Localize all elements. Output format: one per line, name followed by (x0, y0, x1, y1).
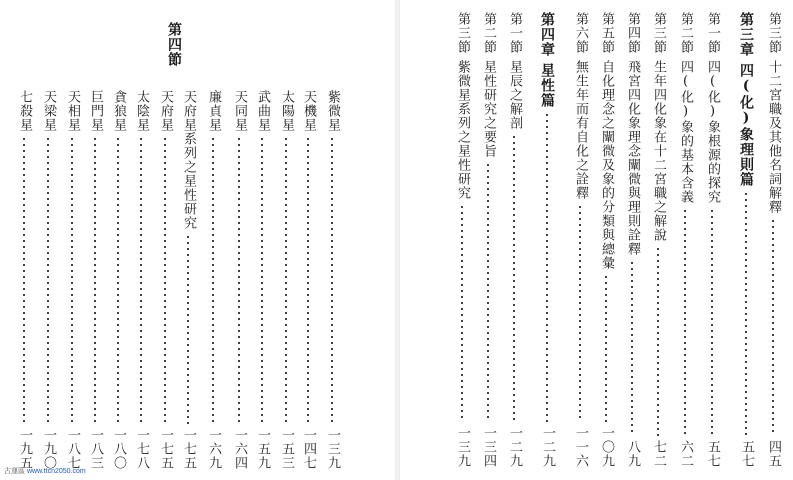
toc-entry-title: 天機星 (301, 90, 316, 132)
toc-entry-title: 紫微星系列之星性研究 (455, 60, 470, 200)
leader-dots (212, 136, 214, 424)
leader-dots (579, 204, 581, 422)
toc-entry-title: 天同星 (232, 90, 247, 132)
toc-entry-label: 第一節 (705, 12, 720, 54)
toc-entry-title: 生年四化象在十二宮職之解說 (651, 60, 666, 242)
toc-entry[interactable] (203, 90, 223, 470)
leader-dots (117, 136, 119, 424)
toc-entry-label: 第一節 (507, 12, 522, 54)
toc-entry-title: 紫微星 (325, 90, 340, 132)
toc-entry-title: 四(化)象的基本含義 (678, 60, 693, 204)
toc-entry[interactable] (85, 90, 105, 470)
toc-entry-page: 五七 (739, 440, 754, 468)
toc-entry-title: 七殺星 (17, 90, 32, 132)
toc-entry-page: 一九五 (17, 428, 32, 470)
toc-entry[interactable] (702, 12, 722, 468)
toc-entry[interactable] (322, 90, 342, 470)
toc-entry[interactable] (38, 90, 58, 470)
toc-entry[interactable] (675, 12, 695, 468)
leader-dots (187, 234, 189, 424)
toc-entry-title: 星性研究之要旨 (481, 60, 496, 158)
toc-entry-page: 一六四 (232, 428, 247, 470)
toc-entry-page: 一一六 (573, 426, 588, 468)
toc-entry-title: 星性篇 (539, 63, 555, 108)
toc-entry-title: 廉貞星 (206, 90, 221, 132)
toc-entry-title: 天府星系列之星性研究 (181, 90, 196, 230)
leader-dots (238, 136, 240, 424)
toc-entry-label: 第五節 (599, 12, 614, 54)
toc-entry-page: 一〇九 (599, 426, 614, 468)
toc-entry[interactable] (596, 12, 616, 468)
toc-entry[interactable] (276, 90, 296, 470)
toc-entry-title: 武曲星 (255, 90, 270, 132)
toc-chapter[interactable] (537, 12, 557, 468)
toc-entry-title: 四(化)象根源的探究 (705, 60, 720, 204)
toc-entry-page: 一八七 (65, 428, 80, 470)
toc-entry[interactable] (570, 12, 590, 468)
toc-entry[interactable] (14, 90, 34, 470)
toc-entry-page: 一七五 (181, 428, 196, 470)
toc-entry-title: 太陽星 (279, 90, 294, 132)
leader-dots (745, 191, 747, 436)
toc-entry-page: 一七八 (134, 428, 149, 470)
toc-entry-title: 天府星 (158, 90, 173, 132)
toc-entry-page: 七二 (651, 440, 666, 468)
toc-entry-page: 四五 (766, 440, 781, 468)
toc-entry[interactable] (108, 90, 128, 470)
toc-entry-label: 第二節 (481, 12, 496, 54)
watermark (4, 466, 86, 476)
toc-entry-title: 天梁星 (41, 90, 56, 132)
leader-dots (487, 162, 489, 422)
toc-entry[interactable] (622, 12, 642, 468)
toc-entry-page: 一四七 (301, 428, 316, 470)
leader-dots (657, 246, 659, 436)
toc-entry-title: 太陰星 (134, 90, 149, 132)
toc-entry-page: 一八〇 (111, 428, 126, 470)
toc-entry-page: 一三四 (481, 426, 496, 468)
toc-entry-label: 第三節 (455, 12, 470, 54)
leader-dots (631, 260, 633, 436)
toc-entry-title: 四(化)象理則篇 (738, 63, 754, 187)
toc-entry-label: 第四節 (625, 12, 640, 54)
right-page (400, 0, 793, 480)
section-heading: 第四節 (166, 22, 182, 67)
leader-dots (711, 208, 713, 436)
toc-entry-page: 一五三 (279, 428, 294, 470)
leader-dots (307, 136, 309, 424)
leader-dots (546, 112, 548, 422)
toc-entry[interactable] (452, 12, 472, 468)
leader-dots (23, 136, 25, 424)
leader-dots (461, 204, 463, 422)
toc-entry-page: 一八三 (88, 428, 103, 470)
watermark-site-label: 古運區 (4, 468, 25, 475)
toc-entry-label: 第二節 (678, 12, 693, 54)
leader-dots (513, 134, 515, 422)
toc-entry-label: 第三節 (766, 12, 781, 54)
toc-entry[interactable] (131, 90, 151, 470)
toc-chapter[interactable] (736, 12, 756, 468)
toc-entry-page: 一九〇 (41, 428, 56, 470)
leader-dots (285, 136, 287, 424)
leader-dots (140, 136, 142, 424)
toc-entry[interactable] (504, 12, 524, 468)
toc-entry-page: 一三九 (325, 428, 340, 470)
toc-entry-title: 飛宮四化象理念闡微與理則詮釋 (625, 60, 640, 256)
toc-entry[interactable] (648, 12, 668, 468)
toc-entry-title: 十二宮職及其他名詞解釋 (766, 60, 781, 214)
toc-entry-page: 八九 (625, 440, 640, 468)
toc-entry-title: 巨門星 (88, 90, 103, 132)
toc-entry[interactable] (178, 90, 198, 470)
leader-dots (331, 136, 333, 424)
toc-entry-page: 一二九 (540, 426, 555, 468)
leader-dots (684, 208, 686, 436)
toc-entry-title: 自化理念之闡微及象的分類與總彙 (599, 60, 614, 270)
toc-entry[interactable] (478, 12, 498, 468)
toc-entry-page: 六二 (678, 440, 693, 468)
leader-dots (71, 136, 73, 424)
toc-entry-page: 一二九 (507, 426, 522, 468)
toc-entry[interactable] (763, 12, 783, 468)
toc-entry-page: 一五九 (255, 428, 270, 470)
leader-dots (47, 136, 49, 424)
toc-entry[interactable] (298, 90, 318, 470)
toc-entry-title: 星辰之解剖 (507, 60, 522, 130)
leader-dots (94, 136, 96, 424)
toc-entry[interactable] (229, 90, 249, 470)
leader-dots (772, 218, 774, 436)
toc-entry-label: 第三節 (651, 12, 666, 54)
leader-dots (164, 136, 166, 424)
toc-entry[interactable] (155, 90, 175, 470)
toc-entry-label: 第三章 (738, 12, 754, 57)
toc-entry-title: 天相星 (65, 90, 80, 132)
toc-entry-page: 一七五 (158, 428, 173, 470)
toc-entry-page: 五七 (705, 440, 720, 468)
toc-entry[interactable] (252, 90, 272, 470)
watermark-url: www.ttcn2050.com (26, 468, 86, 475)
toc-entry-label: 第四章 (539, 12, 555, 57)
toc-entry-label: 第六節 (573, 12, 588, 54)
left-page (0, 0, 395, 480)
leader-dots (261, 136, 263, 424)
toc-entry-title: 無生年而有自化之詮釋 (573, 60, 588, 200)
toc-entry[interactable] (62, 90, 82, 470)
toc-entry-page: 一三九 (455, 426, 470, 468)
leader-dots (605, 274, 607, 422)
toc-entry-page: 一六九 (206, 428, 221, 470)
toc-entry-title: 貪狼星 (111, 90, 126, 132)
